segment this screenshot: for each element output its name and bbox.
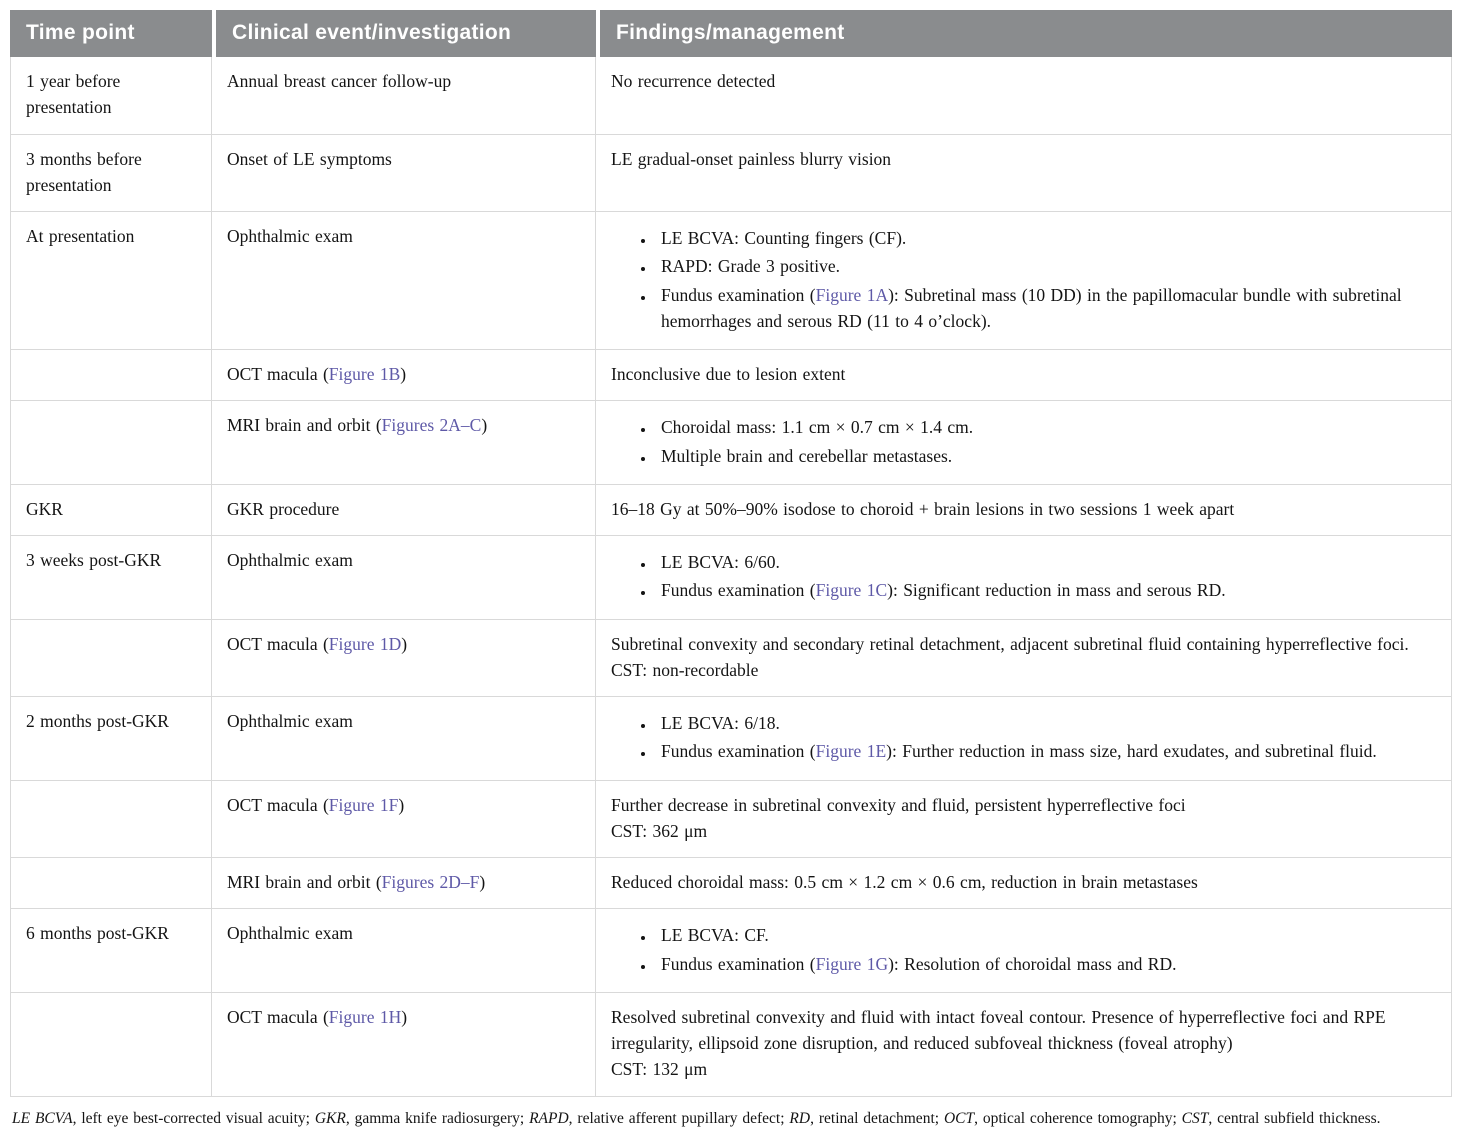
table-header (10, 10, 1452, 57)
findings-text-line (611, 361, 1436, 387)
text-segment: RD (789, 1109, 811, 1127)
text-segment: Fundus examination ( (661, 580, 816, 601)
text-segment: Inconclusive due to lesion extent (611, 364, 846, 384)
figure-link[interactable]: Figure 1B (328, 364, 401, 384)
time-point-cell (10, 401, 212, 485)
figure-link[interactable]: Figure 1G (815, 953, 889, 974)
text-segment: Fundus examination ( (661, 284, 816, 305)
time-point-cell (10, 350, 212, 401)
text-segment: LE BCVA (12, 1109, 73, 1127)
findings-text-line (611, 146, 1436, 172)
text-segment: , left eye best-corrected visual acuity; (72, 1109, 315, 1127)
figure-link[interactable]: Figures 2D–F (381, 872, 480, 892)
figure-link[interactable]: Figure 1C (815, 580, 888, 601)
table-row (10, 620, 1452, 698)
clinical-event-cell (212, 401, 596, 485)
findings-cell (596, 781, 1452, 859)
findings-cell (596, 536, 1452, 620)
clinical-event-cell (212, 212, 596, 350)
findings-bullet-list (611, 225, 1436, 334)
text-segment: ): Resolution of choroidal mass and RD. (888, 953, 1177, 974)
time-point-cell: 6 months post-GKR (10, 909, 212, 993)
text-segment: OCT (943, 1109, 975, 1127)
text-segment: LE BCVA: Counting fingers (CF). (661, 228, 907, 248)
text-segment: GKR (314, 1109, 346, 1127)
text-segment: ): Further reduction in mass size, hard exudates, and subretinal fluid. (886, 741, 1377, 762)
findings-cell (596, 697, 1452, 781)
text-segment: ) (398, 794, 405, 815)
text-segment: MRI brain and orbit ( (227, 872, 382, 892)
findings-bullet-item (655, 443, 1436, 469)
clinical-event-cell (212, 620, 596, 698)
findings-bullet-item (655, 253, 1436, 279)
findings-text-line (611, 496, 1436, 522)
case-timeline-table (10, 10, 1452, 1097)
findings-cell (596, 350, 1452, 401)
findings-cell (596, 212, 1452, 350)
text-segment: Subretinal convexity and secondary retinal detachment, adjacent subretinal fluid containing hyperreflective foci. CST: non-recordable (611, 633, 1409, 680)
clinical-event-cell (212, 858, 596, 909)
findings-bullet-item (655, 951, 1436, 977)
text-segment: ) (479, 872, 486, 892)
findings-bullet-item (655, 922, 1436, 948)
clinical-event-cell (212, 57, 596, 135)
findings-cell (596, 485, 1452, 536)
text-segment: OCT macula ( (227, 1006, 329, 1027)
figure-link[interactable]: Figure 1F (328, 794, 399, 815)
text-segment: RAPD: Grade 3 positive. (661, 256, 840, 277)
clinical-event-cell (212, 536, 596, 620)
text-segment: , optical coherence tomography; (974, 1109, 1182, 1127)
time-point-cell: 2 months post-GKR (10, 697, 212, 781)
findings-cell (596, 57, 1452, 135)
clinical-event-cell (212, 350, 596, 401)
time-point-cell (10, 993, 212, 1097)
text-segment: LE BCVA: CF. (661, 925, 769, 946)
findings-text-line (611, 1004, 1436, 1057)
text-segment: Onset of LE symptoms (227, 148, 392, 169)
text-segment: CST: 362 μm (611, 820, 708, 841)
findings-bullet-list (611, 549, 1436, 604)
figure-link[interactable]: Figure 1E (815, 741, 887, 762)
text-segment: ): Significant reduction in mass and serous RD. (887, 580, 1226, 601)
table-row (10, 350, 1452, 401)
text-segment: Choroidal mass: 1.1 cm × 0.7 cm × 1.4 cm. (661, 417, 974, 438)
findings-bullet-item (655, 577, 1436, 603)
time-point-cell: 1 year before presentation (10, 57, 212, 135)
text-segment: 16–18 Gy at 50%–90% isodose to choroid + brain lesions in two sessions 1 week apart (611, 498, 1235, 519)
findings-cell (596, 135, 1452, 213)
text-segment: , gamma knife radiosurgery; (345, 1109, 530, 1127)
text-segment: CST: 132 μm (611, 1059, 708, 1080)
table-row (10, 135, 1452, 213)
text-segment: Ophthalmic exam (227, 923, 353, 944)
table-row (10, 401, 1452, 485)
findings-text-line (611, 869, 1436, 895)
text-segment: , central subfield thickness. (1208, 1109, 1381, 1127)
column-header-findings: Findings/management (596, 10, 1452, 57)
findings-cell (596, 993, 1452, 1097)
findings-text-line (611, 631, 1436, 684)
findings-bullet-item (655, 225, 1436, 251)
figure-link[interactable]: Figure 1A (815, 284, 889, 305)
text-segment: Further decrease in subretinal convexity and fluid, persistent hyperreflective foci (611, 794, 1186, 815)
findings-bullet-item (655, 414, 1436, 440)
text-segment: OCT macula ( (227, 633, 329, 654)
findings-bullet-item (655, 710, 1436, 736)
text-segment: Ophthalmic exam (227, 711, 353, 731)
text-segment: , retinal detachment; (810, 1109, 944, 1127)
text-segment: ) (401, 1006, 408, 1027)
clinical-event-cell (212, 993, 596, 1097)
findings-text-line (611, 1056, 1436, 1082)
findings-cell (596, 401, 1452, 485)
text-segment: OCT macula ( (227, 794, 329, 815)
clinical-event-cell (212, 485, 596, 536)
figure-link[interactable]: Figures 2A–C (381, 415, 482, 436)
text-segment: ): Subretinal mass (10 DD) in the papillomacular bundle with subretinal hemorrhages and serous RD (11 to 4 o’clock). (661, 284, 1402, 331)
findings-text-line (611, 818, 1436, 844)
text-segment: Ophthalmic exam (227, 550, 353, 570)
text-segment: Fundus examination ( (661, 953, 816, 974)
table-row (10, 536, 1452, 620)
text-segment: GKR procedure (227, 498, 340, 519)
figure-link[interactable]: Figure 1D (328, 633, 402, 654)
findings-bullet-item (655, 282, 1436, 335)
header-row (10, 10, 1452, 57)
text-segment: , relative afferent pupillary defect; (568, 1109, 790, 1127)
text-segment: CST (1181, 1109, 1209, 1127)
findings-bullet-list (611, 414, 1436, 469)
clinical-event-cell (212, 697, 596, 781)
text-segment: ) (481, 415, 488, 436)
text-segment: Reduced choroidal mass: 0.5 cm × 1.2 cm × 0.6 cm, reduction in brain metastases (611, 872, 1198, 892)
clinical-event-cell (212, 781, 596, 859)
text-segment: Annual breast cancer follow-up (227, 71, 452, 91)
findings-cell (596, 858, 1452, 909)
table-row (10, 858, 1452, 909)
time-point-cell: 3 weeks post-GKR (10, 536, 212, 620)
time-point-cell (10, 620, 212, 698)
time-point-cell: At presentation (10, 212, 212, 350)
text-segment: LE BCVA: 6/18. (661, 713, 780, 733)
findings-bullet-item (655, 738, 1436, 764)
clinical-event-cell (212, 909, 596, 993)
time-point-cell (10, 858, 212, 909)
table-row (10, 993, 1452, 1097)
findings-bullet-list (611, 922, 1436, 977)
text-segment: Ophthalmic exam (227, 226, 353, 246)
text-segment: ) (400, 364, 407, 384)
text-segment: LE BCVA: 6/60. (661, 552, 780, 572)
time-point-cell: 3 months before presentation (10, 135, 212, 213)
figure-link[interactable]: Figure 1H (328, 1006, 402, 1027)
text-segment: No recurrence detected (611, 71, 776, 91)
text-segment: Resolved subretinal convexity and fluid with intact foveal contour. Presence of hyperreflective foci and RPE irregularity, ellipsoid zone disruption, and reduced subfoveal thickness (foveal atrophy) (611, 1006, 1386, 1053)
table-row (10, 485, 1452, 536)
table-row (10, 781, 1452, 859)
findings-bullet-item (655, 549, 1436, 575)
text-segment: OCT macula ( (227, 364, 329, 384)
time-point-cell (10, 781, 212, 859)
text-segment: RAPD (529, 1109, 569, 1127)
clinical-event-cell (212, 135, 596, 213)
findings-text-line (611, 792, 1436, 818)
table-row (10, 909, 1452, 993)
text-segment: LE gradual-onset painless blurry vision (611, 148, 892, 169)
findings-bullet-list (611, 710, 1436, 765)
text-segment: Fundus examination ( (661, 741, 816, 762)
findings-cell (596, 620, 1452, 698)
column-header-time-point: Time point (10, 10, 212, 57)
text-segment: MRI brain and orbit ( (227, 415, 382, 436)
footnote (12, 1106, 1448, 1132)
text-segment: ) (401, 633, 408, 654)
table-body (10, 57, 1452, 1097)
text-segment: Multiple brain and cerebellar metastases. (661, 445, 953, 466)
table-row (10, 57, 1452, 135)
column-header-clinical-event: Clinical event/investigation (212, 10, 596, 57)
time-point-cell: GKR (10, 485, 212, 536)
table-row (10, 212, 1452, 350)
table-row (10, 697, 1452, 781)
findings-cell (596, 909, 1452, 993)
findings-text-line (611, 68, 1436, 94)
